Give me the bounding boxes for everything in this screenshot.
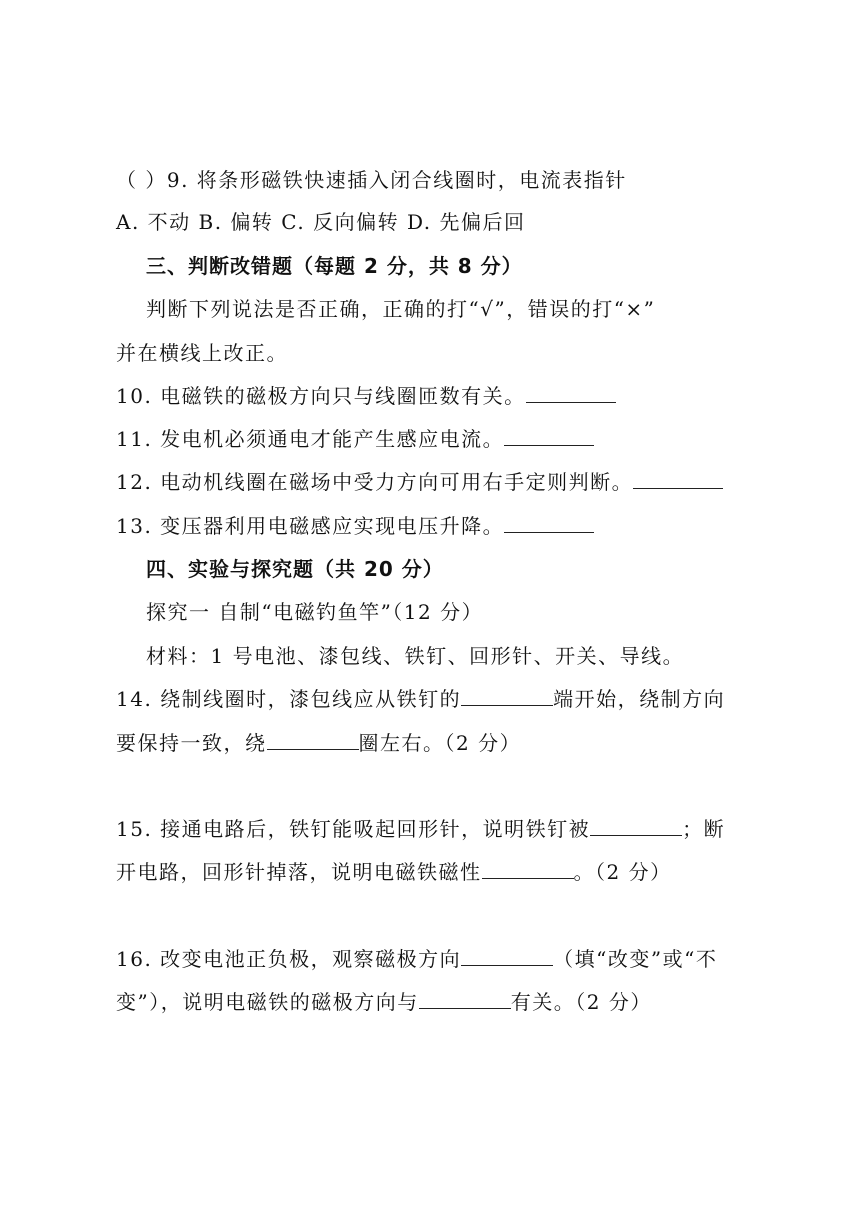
answer-blank[interactable] <box>526 384 616 403</box>
question-14-text-a: 14. 绕制线圈时，漆包线应从铁钉的 <box>116 687 462 711</box>
question-16-line-2 <box>116 988 652 1016</box>
question-11 <box>116 425 594 453</box>
question-14-text-c: 要保持一致，绕 <box>116 731 267 755</box>
question-13-text: 13. 变压器利用电磁感应实现电压升降。 <box>116 514 505 538</box>
question-9-options: A. 不动 B. 偏转 C. 反向偏转 D. 先偏后回 <box>116 210 526 234</box>
section-4-heading: 四、实验与探究题（共 20 分） <box>146 557 444 581</box>
question-14-line-2 <box>116 729 521 757</box>
question-13 <box>116 512 594 540</box>
inquiry-1-title: 探究一 自制“电磁钓鱼竿”（12 分） <box>146 600 484 624</box>
answer-blank[interactable] <box>590 817 682 836</box>
question-14-text-b: 端开始，绕制方向 <box>553 687 726 711</box>
question-14-line-1 <box>116 685 725 713</box>
section-3-heading: 三、判断改错题（每题 2 分，共 8 分） <box>146 254 523 278</box>
question-12-text: 12. 电动机线圈在磁场中受力方向可用右手定则判断。 <box>116 470 634 494</box>
section-3-instruction-line-2: 并在横线上改正。 <box>116 341 288 365</box>
question-16-text-b: （填“改变”或“不 <box>553 947 718 971</box>
answer-blank[interactable] <box>461 687 553 706</box>
question-15-text-a: 15. 接通电路后，铁钉能吸起回形针，说明铁钉被 <box>116 817 591 841</box>
question-12 <box>116 468 723 496</box>
question-15-text-b: ；断 <box>682 817 726 841</box>
question-16-text-d: 有关。（2 分） <box>510 990 652 1014</box>
question-15-line-2 <box>116 858 672 886</box>
answer-blank[interactable] <box>504 514 594 533</box>
answer-blank[interactable] <box>504 427 594 446</box>
materials-line: 材料：1 号电池、漆包线、铁钉、回形针、开关、导线。 <box>146 644 685 668</box>
question-9-stem: （ ）9. 将条形磁铁快速插入闭合线圈时，电流表指针 <box>116 168 627 192</box>
answer-blank[interactable] <box>461 947 553 966</box>
question-15-text-d: 。（2 分） <box>573 860 672 884</box>
answer-blank[interactable] <box>267 731 359 750</box>
question-11-text: 11. 发电机必须通电才能产生感应电流。 <box>116 427 505 451</box>
question-16-line-1 <box>116 945 717 973</box>
question-10-text: 10. 电磁铁的磁极方向只与线圈匝数有关。 <box>116 384 526 408</box>
answer-blank[interactable] <box>633 470 723 489</box>
question-16-text-c: 变”），说明电磁铁的磁极方向与 <box>116 990 419 1014</box>
question-14-text-d: 圈左右。（2 分） <box>358 731 522 755</box>
question-15-line-1 <box>116 815 725 843</box>
question-15-text-c: 开电路，回形针掉落，说明电磁铁磁性 <box>116 860 482 884</box>
answer-blank[interactable] <box>419 990 511 1009</box>
section-3-instruction-line-1: 判断下列说法是否正确，正确的打“√”，错误的打“×” <box>146 297 656 321</box>
question-10 <box>116 382 616 410</box>
question-16-text-a: 16. 改变电池正负极，观察磁极方向 <box>116 947 462 971</box>
answer-blank[interactable] <box>482 860 574 879</box>
